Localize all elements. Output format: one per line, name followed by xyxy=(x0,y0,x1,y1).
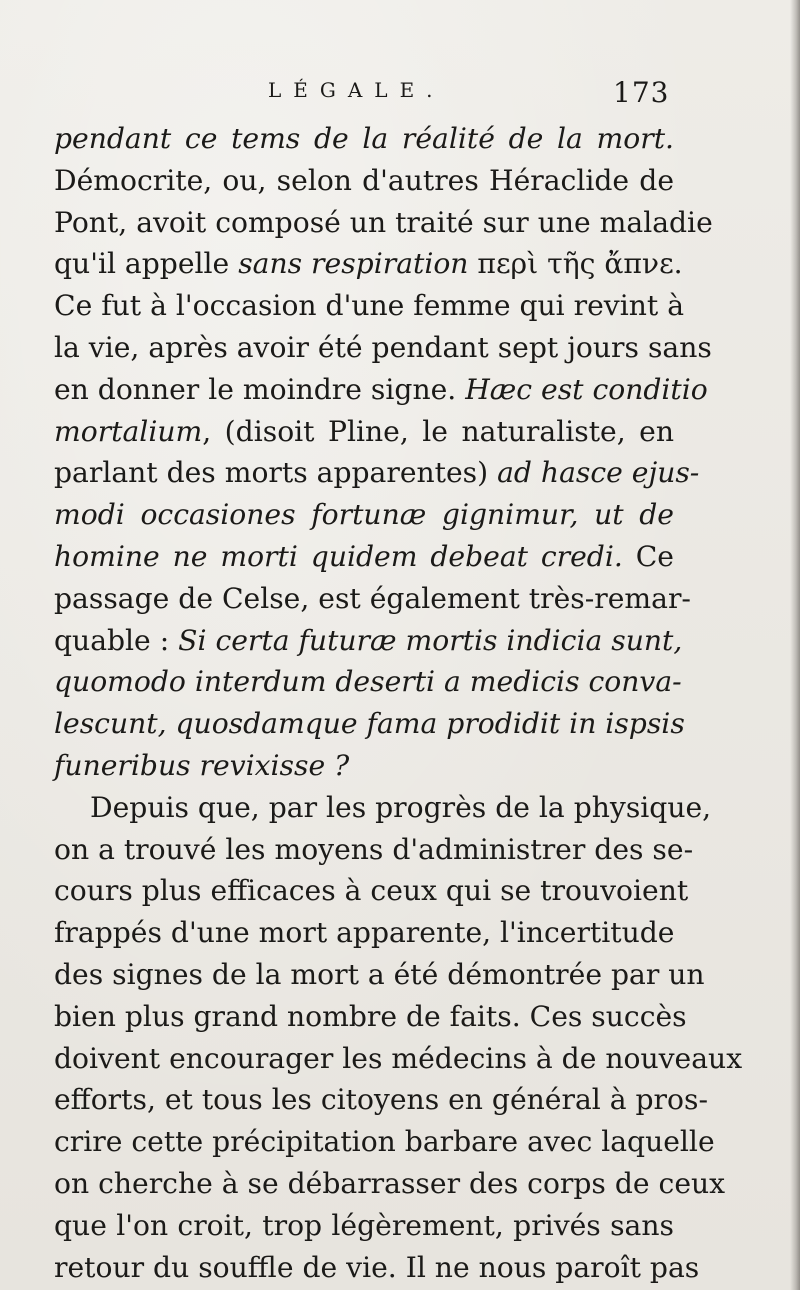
roman-text: crire cette précipitation barbare avec laquelle xyxy=(54,1125,715,1159)
italic-text: quomodo interdum deserti a medicis conva- xyxy=(54,665,682,699)
italic-text: lescunt, quosdamque fama prodidit in ispsis xyxy=(54,707,685,741)
italic-text: pendant ce tems de la réalité de la mort. xyxy=(54,122,674,155)
paragraph xyxy=(54,787,743,1289)
italic-text: homine ne morti quidem debeat credi. xyxy=(54,539,623,573)
roman-text: parlant des morts apparentes) xyxy=(54,456,498,490)
running-title: LÉGALE. xyxy=(268,78,445,102)
text-line xyxy=(54,327,712,369)
roman-text: la vie, après avoir été pendant sept jours sans xyxy=(54,330,712,364)
text-line xyxy=(54,661,682,703)
roman-text: Ce fut à l'occasion d'une femme qui revint à xyxy=(54,289,684,323)
text-line xyxy=(54,870,689,912)
roman-text: doivent encourager les médecins à de nouveaux xyxy=(54,1041,743,1075)
text-line xyxy=(54,1163,726,1205)
roman-text: que l'on croit, trop légèrement, privés sans xyxy=(54,1208,674,1242)
roman-text: bien plus grand nombre de faits. Ces succès xyxy=(54,999,687,1033)
italic-text: ad hasce ejus- xyxy=(497,456,700,490)
page-header xyxy=(0,78,800,114)
text-line xyxy=(54,536,674,578)
text-line xyxy=(54,1205,674,1247)
roman-text: efforts, et tous les citoyens en général à pros- xyxy=(54,1083,708,1117)
roman-text: frappés d'une mort apparente, l'incertitude xyxy=(54,916,675,950)
text-line xyxy=(54,411,674,453)
roman-text: quable : xyxy=(54,623,179,657)
body-text xyxy=(54,118,743,1288)
page-edge-shadow xyxy=(790,0,800,1290)
roman-text: passage de Celse, est également très-remar- xyxy=(54,581,691,615)
text-line xyxy=(54,745,674,787)
roman-text: retour du souffle de vie. Il ne nous paroît pas xyxy=(54,1250,700,1284)
text-line xyxy=(54,202,713,244)
text-line xyxy=(54,1079,708,1121)
text-line xyxy=(54,578,691,620)
roman-text: Pont, avoit composé un traité sur une maladie xyxy=(54,205,713,239)
roman-text: on a trouvé les moyens d'administrer des se- xyxy=(54,832,694,866)
italic-text: Hæc est conditio xyxy=(465,372,708,406)
paragraph xyxy=(54,118,713,787)
text-line xyxy=(54,620,683,662)
italic-text: sans respiration xyxy=(238,247,469,281)
roman-text: περὶ τῆς ἄπνε. xyxy=(468,247,683,281)
text-line xyxy=(54,829,694,871)
roman-text: qu'il appelle xyxy=(54,247,239,281)
italic-text: funeribus revixisse ? xyxy=(54,748,350,782)
text-line xyxy=(54,285,684,327)
text-line xyxy=(54,160,674,202)
text-line xyxy=(54,703,685,745)
text-line xyxy=(54,787,712,829)
text-line xyxy=(54,1038,743,1080)
roman-text: en donner le moindre signe. xyxy=(54,372,466,406)
text-line xyxy=(54,452,700,494)
text-line xyxy=(54,996,687,1038)
roman-text: des signes de la mort a été démontrée par un xyxy=(54,957,705,991)
italic-text: Si certa futuræ mortis indicia sunt, xyxy=(178,623,683,657)
roman-text: Ce xyxy=(622,539,674,573)
roman-text: cours plus efficaces à ceux qui se trouvoient xyxy=(54,874,689,908)
text-line xyxy=(54,1121,715,1163)
text-line xyxy=(54,369,708,411)
text-line xyxy=(54,494,674,536)
text-line xyxy=(54,1247,700,1289)
roman-text: Démocrite, ou, selon d'autres Héraclide de xyxy=(54,163,674,197)
italic-text: modi occasiones fortunæ gignimur, ut de xyxy=(54,498,674,532)
text-line xyxy=(54,243,683,285)
roman-text: on cherche à se débarrasser des corps de ceux xyxy=(54,1166,726,1200)
italic-text: mortalium xyxy=(54,414,203,448)
text-line xyxy=(54,954,705,996)
page-number: 173 xyxy=(613,76,670,109)
roman-text: , (disoit Pline, le naturaliste, en xyxy=(202,414,674,448)
roman-text: Depuis que, par les progrès de la physique, xyxy=(90,790,712,824)
text-line xyxy=(54,912,674,954)
text-line xyxy=(54,118,674,160)
